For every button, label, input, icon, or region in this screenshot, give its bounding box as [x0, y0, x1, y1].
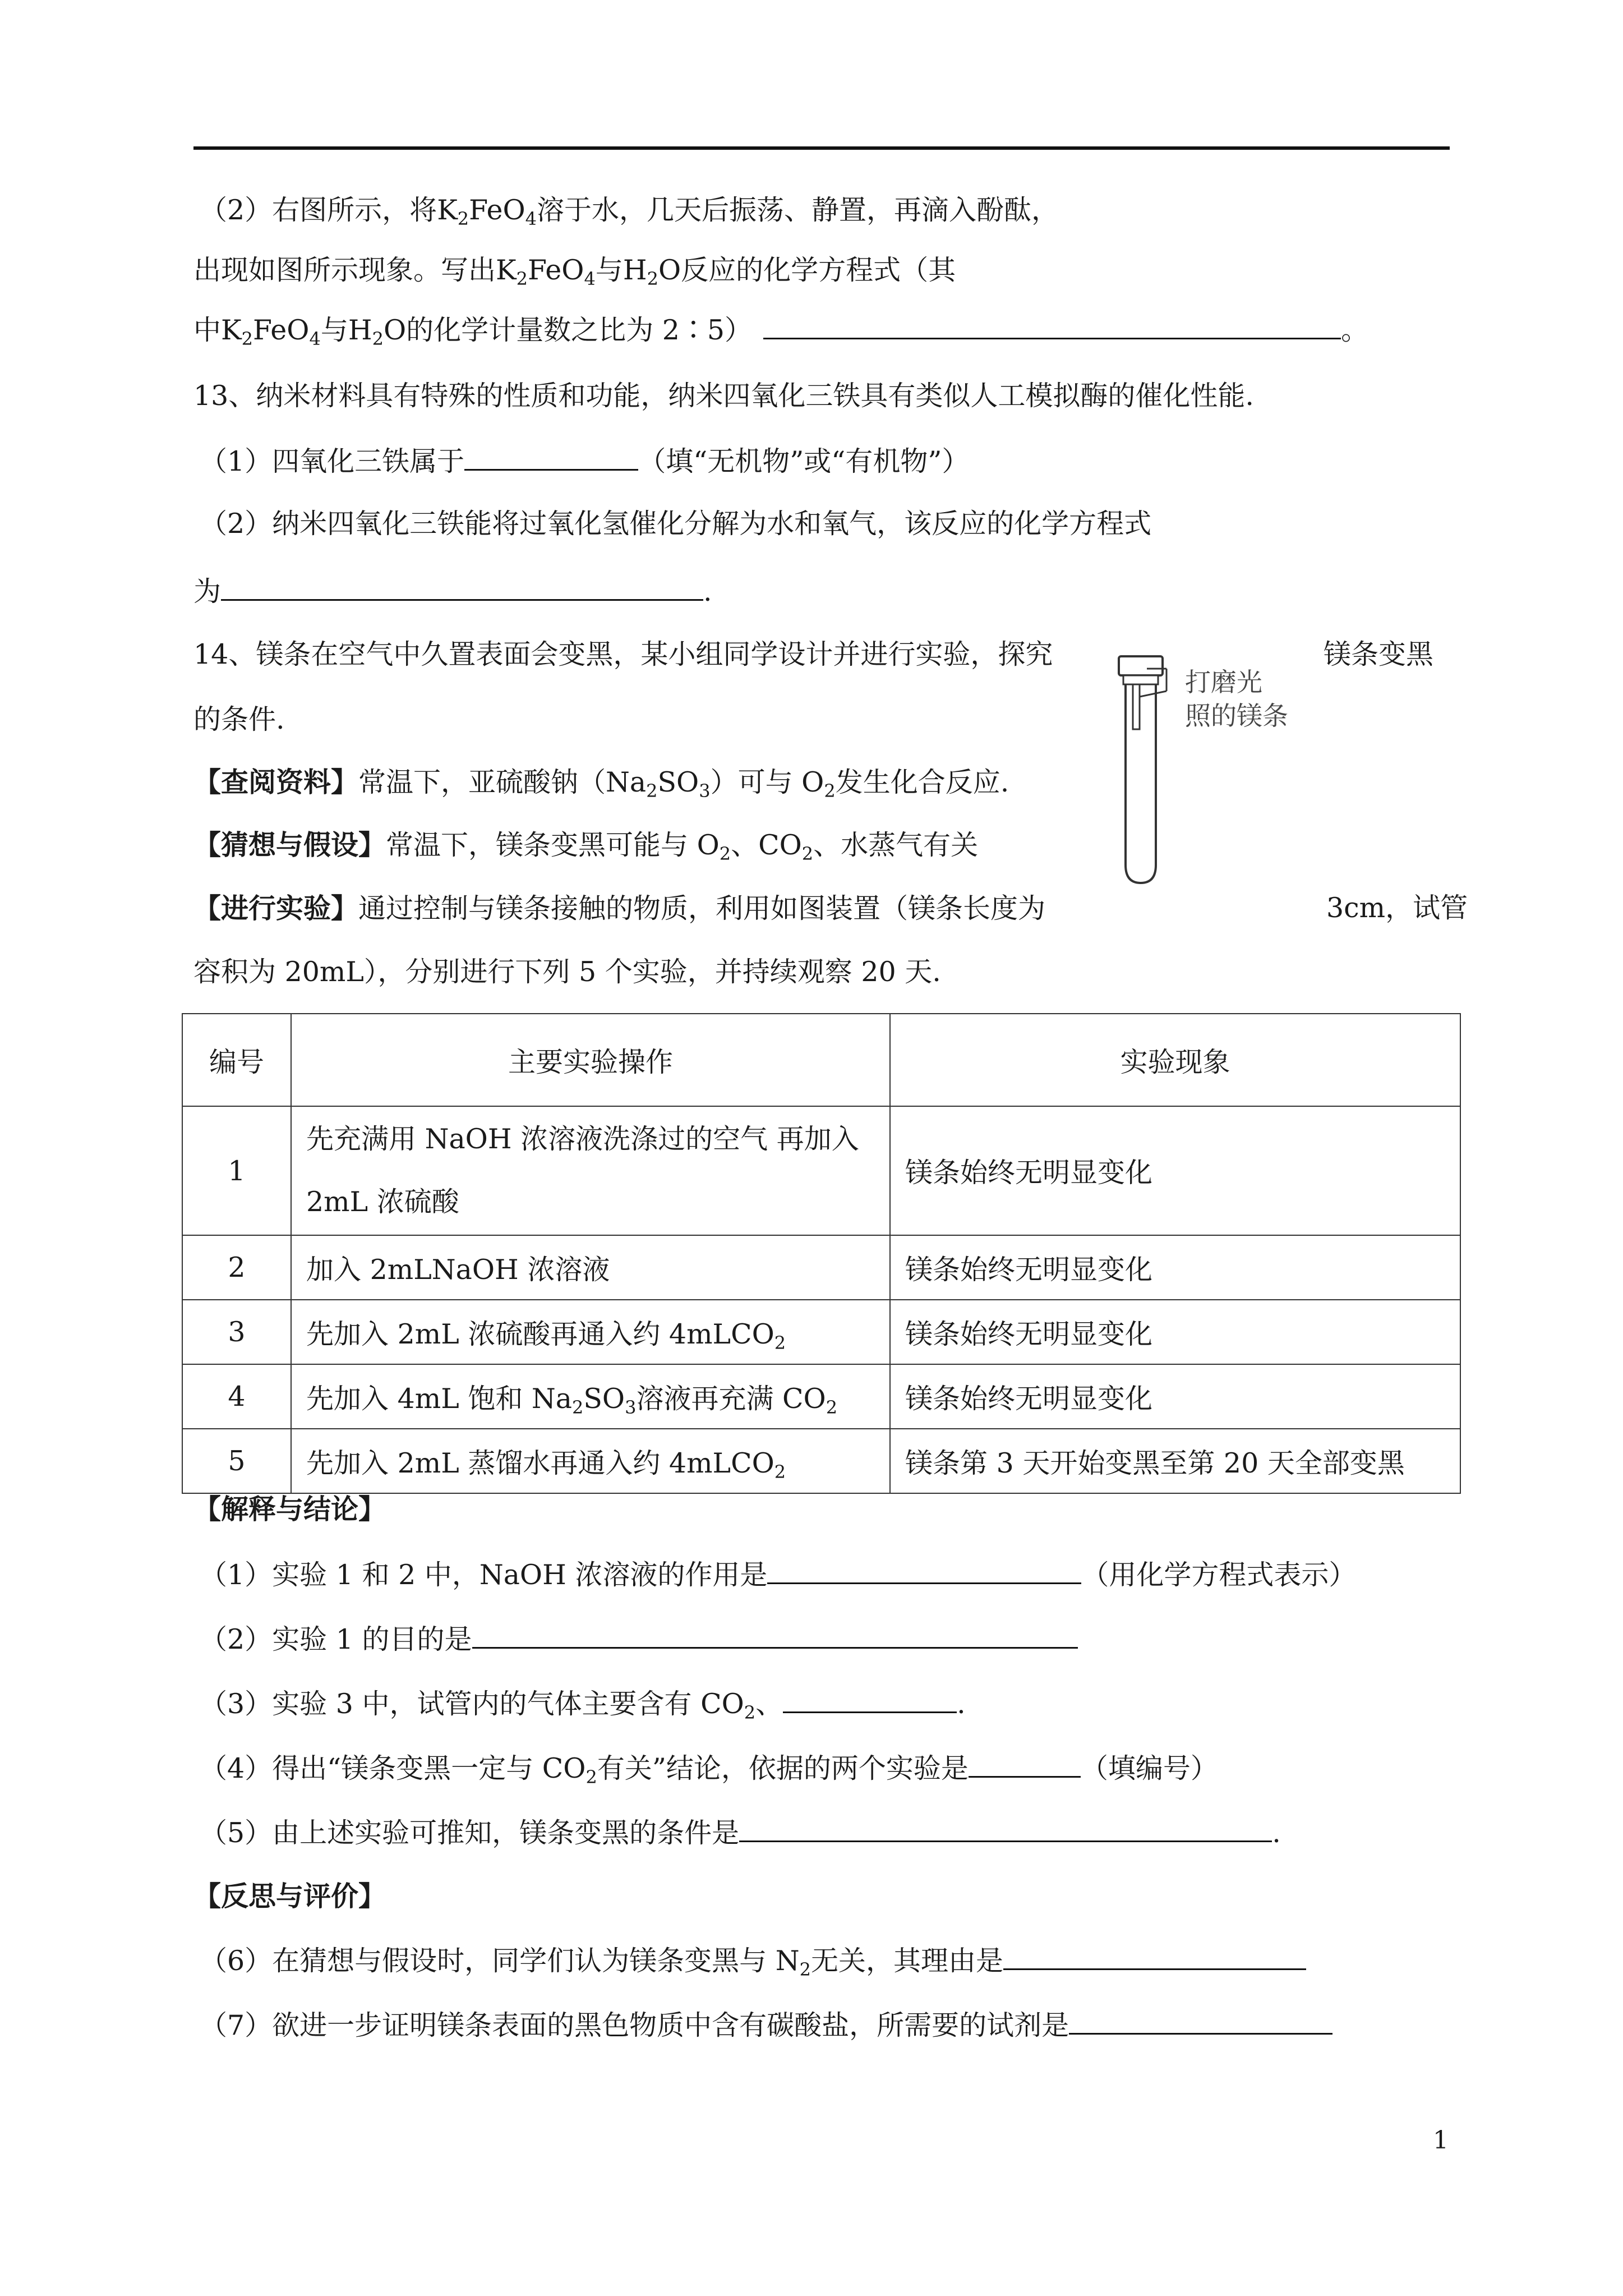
answer-blank-c2[interactable] — [472, 1621, 1078, 1649]
table-header-row — [182, 1014, 1460, 1106]
reflection-heading: 【反思与评价】 — [193, 1880, 386, 1912]
q13-p1: （1）四氧化三铁属于 （填“无机物”或“有机物”） — [200, 443, 969, 478]
answer-blank-q13-1[interactable] — [464, 443, 638, 471]
q14-intro: 14、镁条在空气中久置表面会变黑，某小组同学设计并进行实验，探究 — [193, 638, 1053, 670]
q14-experiment-end: 容积为 20mL），分别进行下列 5 个实验，并持续观察 20 天. — [193, 956, 941, 988]
formula-h2o: $H_2O$ — [623, 254, 681, 289]
q13-intro: 13、纳米材料具有特殊的性质和功能，纳米四氧化三铁具有类似人工模拟酶的催化性能. — [193, 380, 1254, 412]
header-rule — [193, 146, 1450, 150]
conclusion-q3: （3）实验 3 中，试管内的气体主要含有 $CO_2$、 . — [200, 1686, 966, 1721]
q13-p3: 为 . — [193, 573, 712, 609]
answer-blank-c5[interactable] — [739, 1815, 1272, 1842]
conclusion-heading: 【解释与结论】 — [193, 1493, 386, 1525]
q12-line-1 — [200, 194, 1059, 227]
answer-blank-q12[interactable] — [763, 312, 1341, 339]
conclusion-q1: （1）实验 1 和 2 中，NaOH 浓溶液的作用是 （用化学方程式表示） — [200, 1557, 1356, 1592]
formula-h2o: $H_2O$ — [348, 314, 407, 349]
formula-k2feo4: $K_2FeO_4$ — [221, 314, 321, 349]
table-row: 5 先加入 2mL 蒸馏水再通入约 4mLCO$_2$ 镁条第 3 天开始变黑至第 20 天全部变黑 — [182, 1429, 1460, 1493]
conclusion-q5: （5）由上述实验可推知，镁条变黑的条件是 . — [200, 1815, 1281, 1850]
q13-p2: （2）纳米四氧化三铁能将过氧化氢催化分解为水和氧气，该反应的化学方程式 — [200, 508, 1152, 540]
table-row: 3 先加入 2mL 浓硫酸再通入约 4mLCO$_2$ 镁条始终无明显变化 — [182, 1300, 1460, 1364]
q12-line-3: 中$K_2FeO_4$与$H_2O$的化学计量数之比为 2∶5） 。 — [193, 312, 1368, 347]
table-row: 2 加入 2mLNaOH 浓溶液 镁条始终无明显变化 — [182, 1235, 1460, 1300]
formula-k2feo4: $K_2FeO_4$ — [496, 254, 596, 289]
test-tube-figure — [1113, 652, 1304, 887]
formula-k2feo4: $K_2FeO_4$ — [437, 194, 537, 229]
figure-label-line2: 照的镁条 — [1185, 701, 1288, 731]
figure-label-line1: 打磨光 — [1185, 667, 1262, 697]
q14-experiment-tail: 3cm，试管 — [1326, 892, 1468, 924]
answer-blank-c4[interactable] — [969, 1750, 1081, 1778]
experiment-table — [182, 1013, 1461, 1494]
answer-blank-r7[interactable] — [1069, 2007, 1332, 2035]
conclusion-q4: （4）得出“镁条变黑一定与 $CO_2$有关”结论，依据的两个实验是 （填编号） — [200, 1750, 1218, 1786]
q14-experiment: 【进行实验】通过控制与镁条接触的物质，利用如图装置（镁条长度为 — [193, 892, 1046, 924]
table-row: 4 先加入 4mL 饱和 $Na_2SO_3$溶液再充满 $CO_2$ 镁条始终无明显变化 — [182, 1364, 1460, 1429]
reflection-q7: （7）欲进一步证明镁条表面的黑色物质中含有碳酸盐，所需要的试剂是 — [200, 2007, 1332, 2042]
table-row: 1 先充满用 NaOH 浓溶液洗涤过的空气 再加入 2mL 浓硫酸 镁条始终无明显变化 — [182, 1106, 1460, 1235]
answer-blank-c3[interactable] — [783, 1686, 957, 1713]
header-operation: 主要实验操作 — [291, 1014, 890, 1106]
q14-intro-end: 的条件. — [193, 703, 285, 735]
q14-hypothesis: 【猜想与假设】常温下，镁条变黑可能与 $O_2$、$CO_2$、水蒸气有关 — [193, 829, 979, 864]
q14-lookup: 【查阅资料】常温下，亚硫酸钠$(Na_2SO_3)$可与 $O_2$发生化合反应. — [193, 766, 1009, 802]
reflection-q6: （6）在猜想与假设时，同学们认为镁条变黑与 $N_2$无关，其理由是 — [200, 1943, 1306, 1978]
page-number: 1 — [1433, 2126, 1449, 2155]
q12-text: （2）右图所示，将 — [200, 194, 437, 226]
answer-blank-q13-2[interactable] — [221, 573, 703, 601]
conclusion-q2: （2）实验 1 的目的是 — [200, 1621, 1078, 1657]
answer-blank-r6[interactable] — [1003, 1943, 1306, 1970]
q12-text: 溶于水，几天后振荡、静置，再滴入酚酞， — [537, 194, 1059, 226]
q12-line-2: 出现如图所示现象。写出$K_2FeO_4$与$H_2O$反应的化学方程式（其 — [193, 254, 956, 289]
q14-intro-tail: 镁条变黑 — [1324, 638, 1434, 670]
header-phenomenon: 实验现象 — [890, 1014, 1460, 1106]
answer-blank-c1[interactable] — [767, 1557, 1081, 1584]
header-number: 编号 — [182, 1014, 291, 1106]
